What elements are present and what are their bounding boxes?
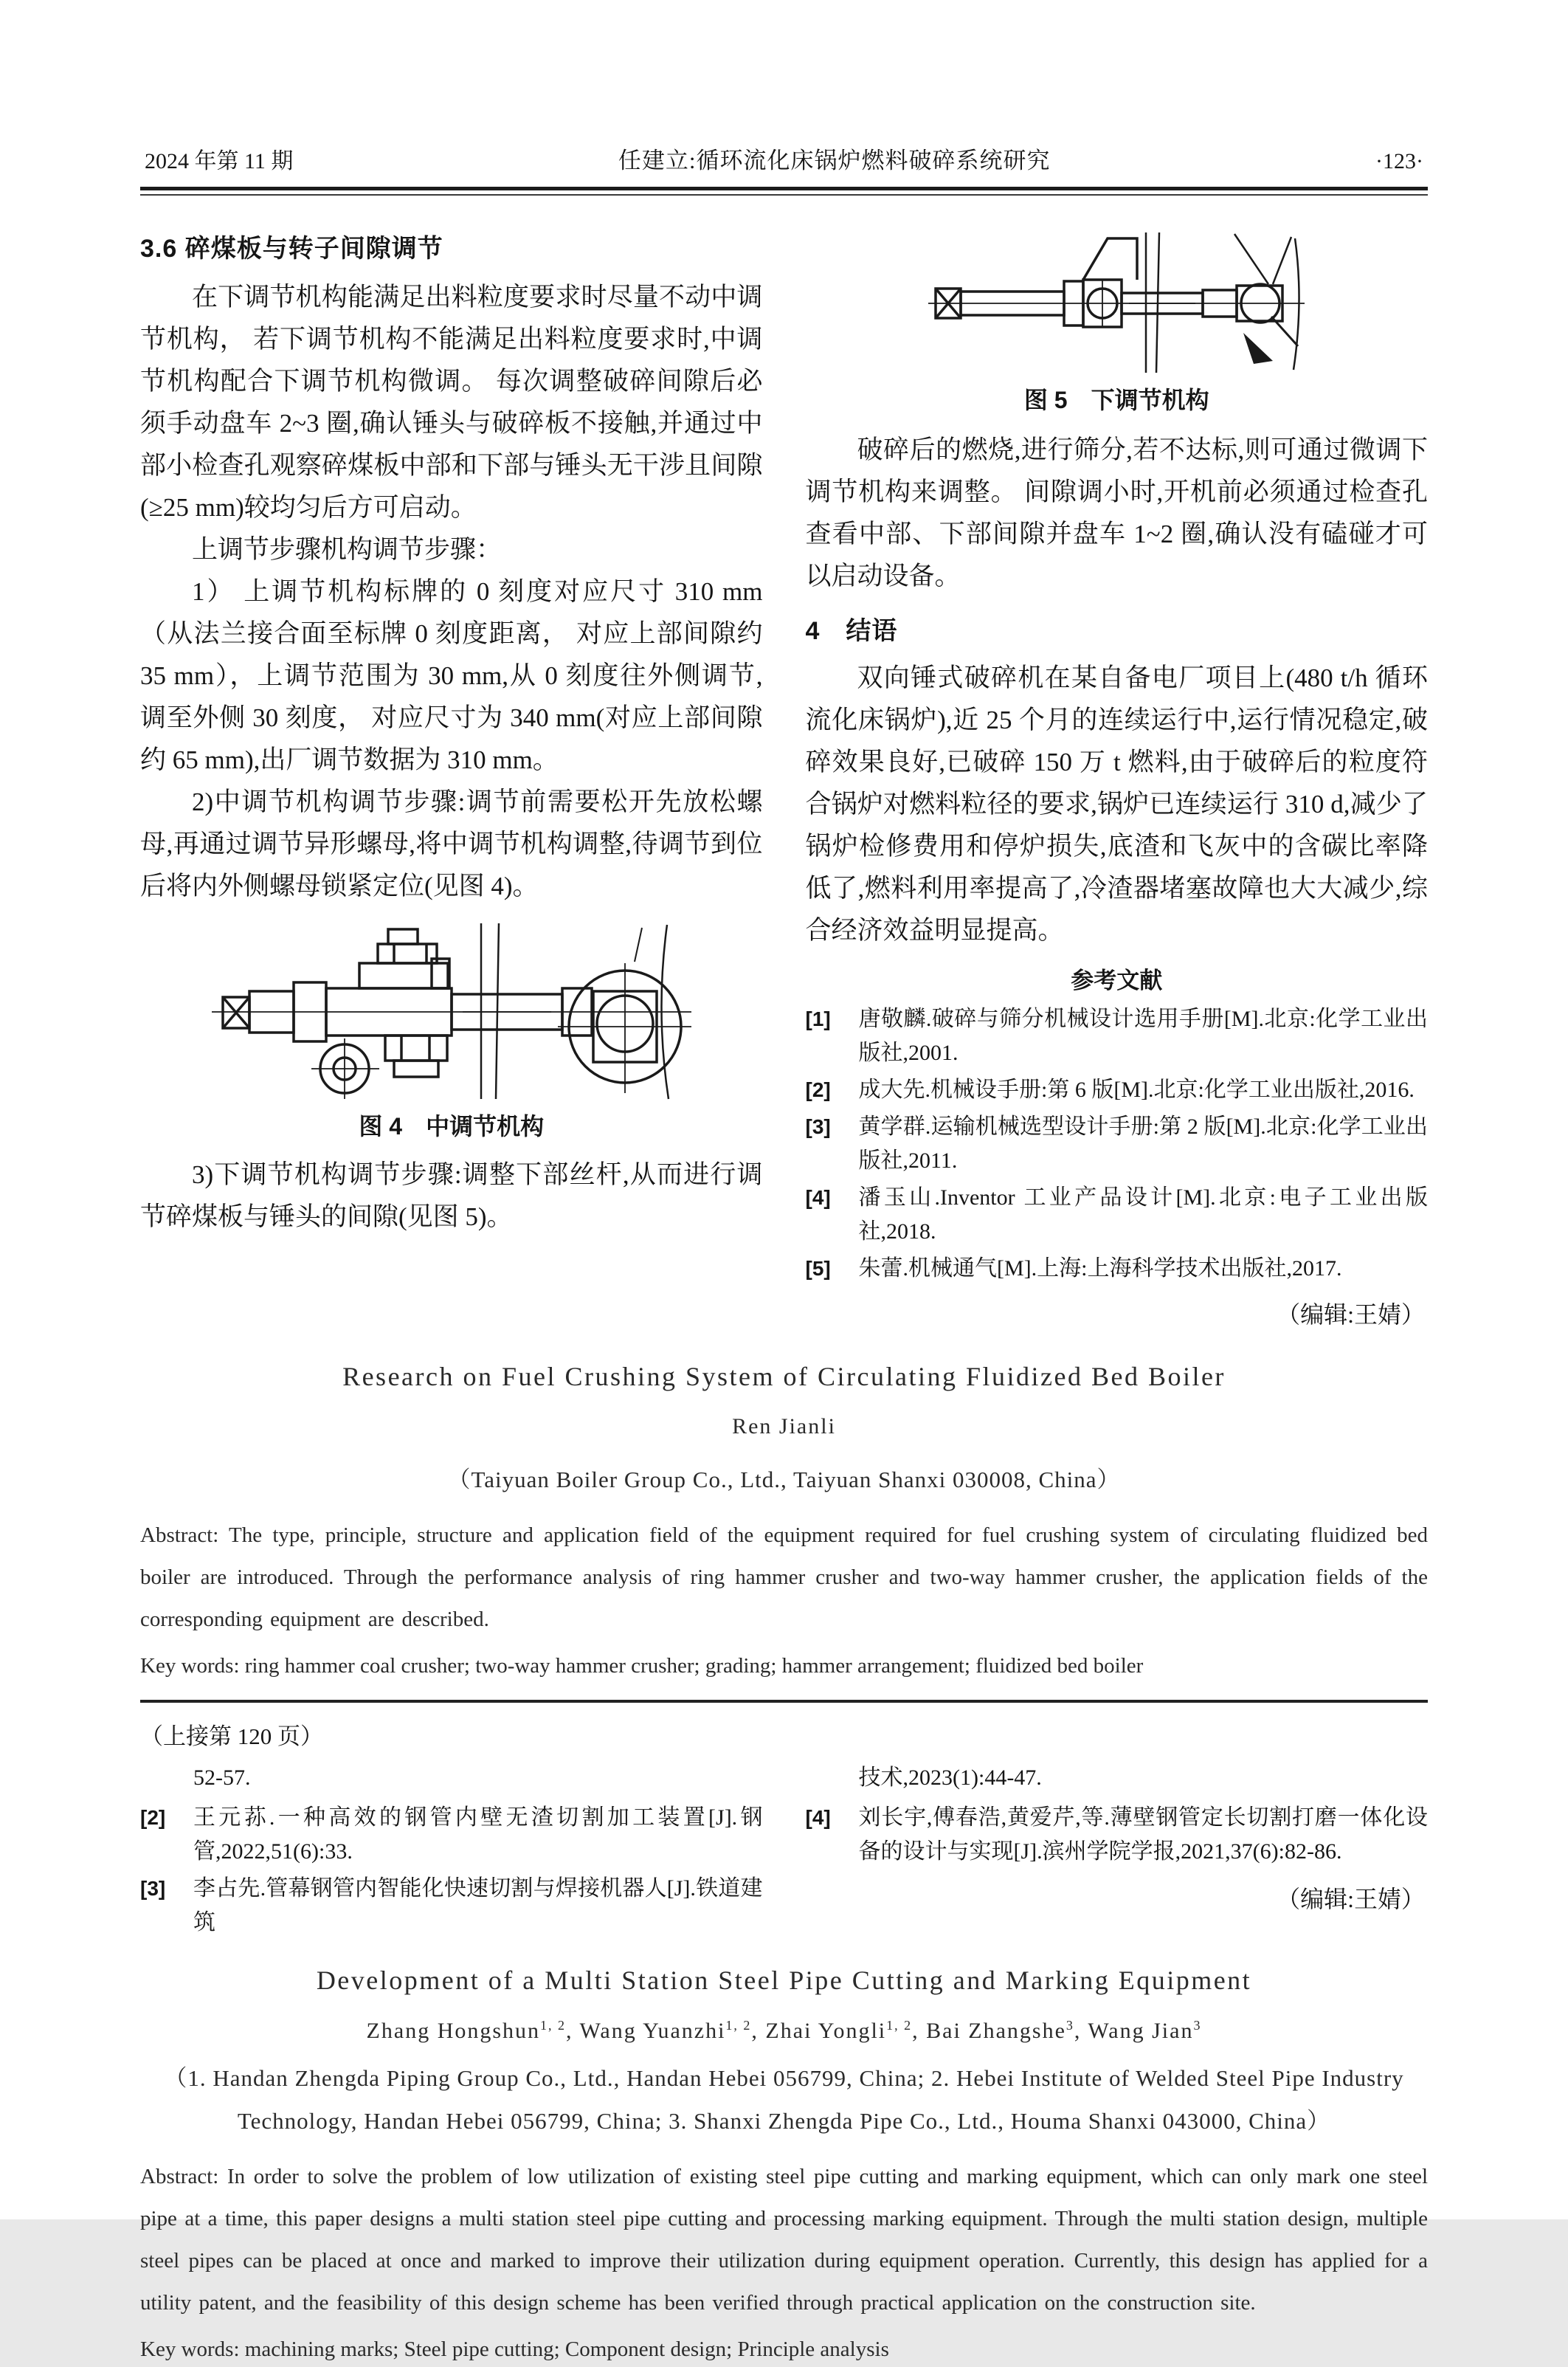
reference-text: 黄学群.运输机械选型设计手册:第 2 版[M].北京:化学工业出版社,2011. (858, 1114, 1428, 1173)
reference-item-1 (806, 1002, 1429, 1070)
author-affil-sup: 1, 2 (725, 2018, 752, 2033)
english2-abstract (140, 2156, 1428, 2324)
figure5-caption: 图 5 下调节机构 (1023, 387, 1209, 413)
reference-text: 潘玉山.Inventor 工业产品设计[M].北京:电子工业出版社,2018. (858, 1185, 1428, 1244)
abstract-label: Abstract: (140, 2165, 219, 2188)
english1-keywords (140, 1648, 1428, 1684)
reference-item-4 (806, 1181, 1429, 1249)
continuation-left-column (140, 1761, 763, 1943)
reference-label: [3] (805, 1115, 831, 1138)
reference-text: 朱蕾.机械通气[M].上海:上海科学技术出版社,2017. (858, 1256, 1342, 1281)
reference-item-5 (806, 1252, 1429, 1286)
english1-abstract (140, 1515, 1428, 1641)
abstract-label: Abstract: (140, 1523, 219, 1547)
keywords-label: Key words: (140, 1654, 240, 1678)
reference-item-2 (806, 1073, 1429, 1107)
author-affil-sup: 1, 2 (886, 2018, 913, 2033)
paragraph-conclusion: 双向锤式破碎机在某自备电厂项目上(480 t/h 循环流化床锅炉),近 25 个月的连续运行中,运行情况稳定,破碎效果良好,已破碎 150 万 t 燃料,由于破碎后的粒度符合锅炉对燃料粒径的要求,锅炉已连续运行 310 d,减少了锅炉检修费用和停炉损失,底渣和飞灰中的含碳比率降低了,燃料利用率提高了,冷渣器堵塞故障也大大减少,综合经济效益明显提高。 (805, 664, 1428, 945)
english2-authors (140, 2018, 1428, 2044)
abstract-text: The type, principle, structure and application field of the equipment required for fuel crushing system of circulating fluidized bed boiler are introduced. Through the performance analysis of ring hammer crusher and two-way hammer crusher, the application fields of the corresponding equipment are described. (140, 1523, 1428, 1631)
header-rule (140, 187, 1428, 196)
paragraph-step1-upper: 1） 上调节机构标牌的 0 刻度对应尺寸 310 mm （从法兰接合面至标牌 0 刻度距离， 对应上部间隙约 35 mm），上调节范围为 30 mm,从 0 刻度往外侧调节, 调至外侧 30 刻度， 对应尺寸为 340 mm(对应上部间隙约 65 mm),出厂调节数据为 310 mm。 (140, 577, 763, 774)
paragraph-clearance-overview: 在下调节机构能满足出料粒度要求时尽量不动中调节机构， 若下调节机构不能满足出料粒度要求时,中调节机构配合下调节机构微调。 每次调整破碎间隙后必须手动盘车 2~3 圈,确认锤头与破碎板不接触,并通过中部小检查孔观察碎煤板中部和下部与锤头无干涉且间隙(≥25 mm)较均匀后方可启动。 (140, 283, 763, 522)
editor-credit-2: （编辑:王婧） (1277, 1886, 1425, 1912)
paragraph-upper-steps-intro: 上调节步骤机构调节步骤： (192, 535, 502, 564)
reference-label: [3] (140, 1877, 166, 1900)
figure4-caption: 图 4 中调节机构 (359, 1113, 545, 1140)
english-section-1 (140, 1361, 1428, 1684)
references-heading: 参考文献 (1071, 968, 1163, 993)
continuation-right-column (806, 1761, 1429, 1943)
author-name: Zhang Hongshun (366, 2019, 541, 2043)
paragraph-step3-lower: 3)下调节机构调节步骤:调整下部丝杆,从而进行调节碎煤板与锤头的间隙(见图 5)。 (140, 1160, 763, 1231)
section-heading-4: 4 结语 (805, 617, 898, 645)
abstract-text: In order to solve the problem of low utilization of existing steel pipe cutting and marking equipment, which can only mark one steel pipe at a time, this paper designs a multi station steel pipe cutting and processing marking equipment. Through the multi station design, multiple steel pipes can be placed at once and marked to improve their utilization during equipment operation. Currently, this design has applied for a utility patent, and the feasibility of this design scheme has been verified through practical application on the construction site. (140, 2165, 1429, 2315)
reference-label: [4] (805, 1186, 831, 1209)
section-divider-rule (140, 1700, 1428, 1703)
carryover-text-left: 52-57. (193, 1765, 251, 1790)
header-running-title: 任建立:循环流化床锅炉燃料破碎系统研究 (618, 148, 1051, 173)
english1-title: Research on Fuel Crushing System of Circulating Fluidized Bed Boiler (342, 1362, 1226, 1391)
english-section-2 (140, 1965, 1428, 2367)
keywords-text: machining marks; Steel pipe cutting; Component design; Principle analysis (244, 2337, 889, 2361)
continuation-columns (140, 1761, 1428, 1943)
header-issue: 2024 年第 11 期 (145, 149, 294, 173)
reference-item-3 (806, 1110, 1429, 1178)
figure4-drawing (208, 917, 695, 1102)
figure-5 (806, 228, 1429, 416)
continuation-note: （上接第 120 页） (140, 1723, 323, 1749)
cont-reference-item-3 (140, 1872, 763, 1940)
reference-label: [5] (805, 1257, 831, 1280)
section-heading-3-6: 3.6 碎煤板与转子间隙调节 (140, 235, 443, 263)
english2-affiliation: （1. Handan Zhengda Piping Group Co., Ltd., Handan Hebei 056799, China; 2. Hebei Institute of Welded Steel Pipe Industry Technology, Handan Hebei 056799, China; 3. Shanxi Zhengda Pipe Co., Ltd., Houma Shanxi 043000, China） (164, 2065, 1404, 2134)
header-page-number: ·123· (1375, 149, 1423, 173)
author-separator: , (566, 2019, 580, 2043)
keywords-label: Key words: (140, 2337, 240, 2361)
author-affil-sup: 1, 2 (540, 2018, 567, 2033)
editor-credit: （编辑:王婧） (1277, 1301, 1425, 1328)
reference-text: 王元荪.一种高效的钢管内壁无渣切割加工装置[J].钢管,2022,51(6):33. (193, 1805, 763, 1864)
body-columns (140, 228, 1428, 1330)
author-affil-sup: 3 (1066, 2018, 1074, 2033)
reference-text: 唐敬麟.破碎与筛分机械设计选用手册[M].北京:化学工业出版社,2001. (858, 1007, 1428, 1065)
reference-label: [4] (805, 1806, 831, 1829)
continuation-section (140, 1717, 1428, 1943)
reference-text: 刘长宇,傅春浩,黄爱芹,等.薄壁钢管定长切割打磨一体化设备的设计与实现[J].滨州学院学报,2021,37(6):82-86. (858, 1805, 1428, 1864)
reference-label: [2] (805, 1078, 831, 1101)
paragraph-step2-middle: 2)中调节机构调节步骤:调节前需要松开先放松螺母,再通过调节异形螺母,将中调节机构调整,待调节到位后将内外侧螺母锁紧定位(见图 4)。 (140, 788, 763, 900)
cont-reference-item-2 (140, 1801, 763, 1869)
english1-affiliation: （Taiyuan Boiler Group Co., Ltd., Taiyuan Shanxi 030008, China） (447, 1467, 1121, 1492)
left-column (140, 228, 763, 1330)
author-separator: , (912, 2019, 927, 2043)
paragraph-after-crushing: 破碎后的燃烧,进行筛分,若不达标,则可通过微调下调节机构来调整。 间隙调小时,开机前必须通过检查孔查看中部、下部间隙并盘车 1~2 圈,确认没有磕碰才可以启动设备。 (805, 435, 1428, 590)
figure5-drawing (925, 228, 1308, 376)
figure-4 (140, 917, 763, 1142)
english2-keywords (140, 2332, 1428, 2367)
author-name: Wang Jian (1088, 2019, 1194, 2043)
reference-text: 成大先.机械设手册:第 6 版[M].北京:化学工业出版社,2016. (858, 1078, 1415, 1102)
english1-author: Ren Jianli (732, 1414, 836, 1439)
keywords-text: ring hammer coal crusher; two-way hammer crusher; grading; hammer arrangement; fluidized bed boiler (244, 1654, 1144, 1678)
carryover-text-right: 技术,2023(1):44-47. (858, 1765, 1042, 1790)
cont-reference-item-4 (806, 1801, 1429, 1869)
reference-label: [1] (805, 1007, 831, 1030)
author-separator: , (751, 2019, 766, 2043)
author-name: Zhai Yongli (765, 2019, 887, 2043)
reference-text: 李占先.管幕钢管内智能化快速切割与焊接机器人[J].铁道建筑 (193, 1876, 763, 1934)
page-header (140, 142, 1428, 187)
author-name: Wang Yuanzhi (579, 2019, 726, 2043)
author-affil-sup: 3 (1193, 2018, 1202, 2033)
author-separator: , (1074, 2019, 1088, 2043)
reference-label: [2] (140, 1806, 166, 1829)
english2-title: Development of a Multi Station Steel Pipe Cutting and Marking Equipment (316, 1965, 1252, 1995)
right-column (806, 228, 1429, 1330)
author-name: Bai Zhangshe (926, 2019, 1066, 2043)
